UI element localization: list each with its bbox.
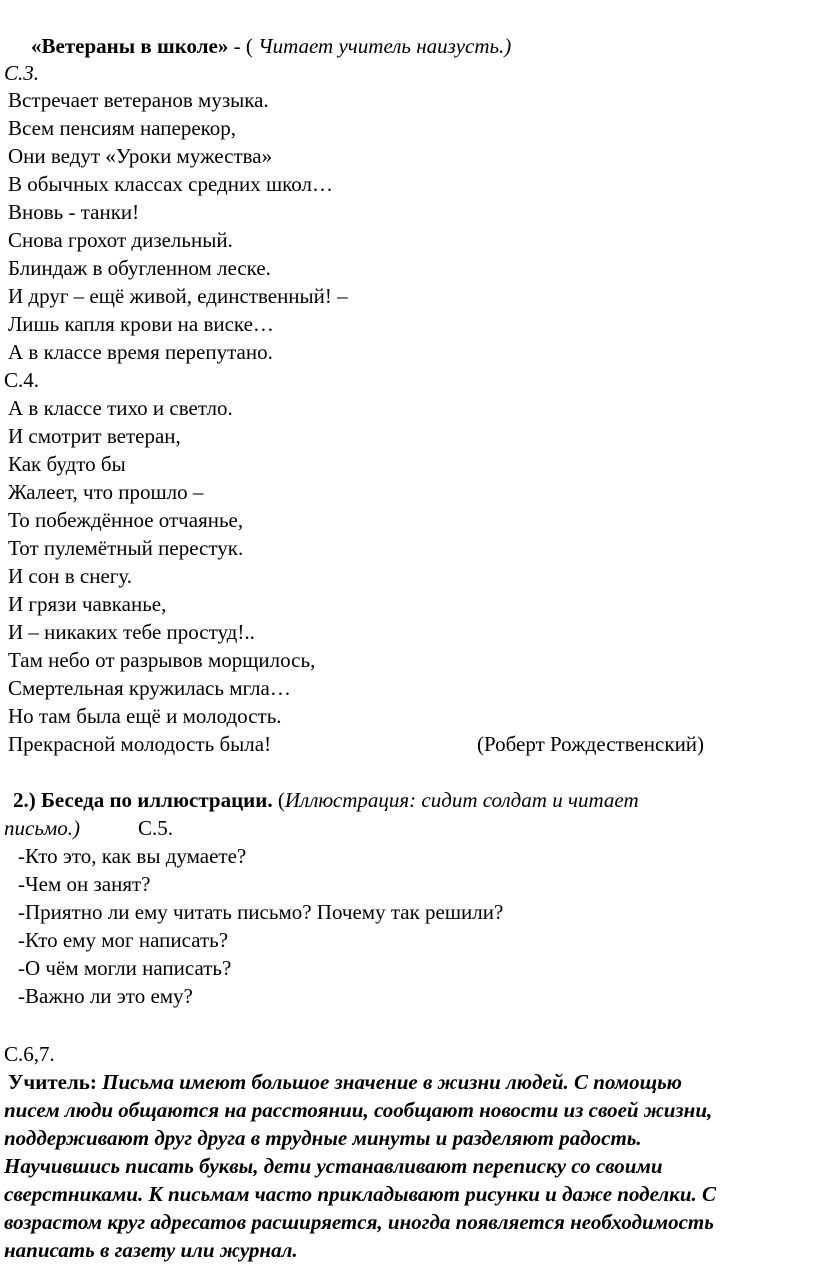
slide-label-5: С.5. [138, 816, 174, 840]
poem-line: Снова грохот дизельный. [8, 228, 233, 252]
poem-line: Всем пенсиям наперекор, [8, 116, 237, 140]
teacher-text: сверстниками. К письмам часто прикладывают рисунки и даже поделки. С [4, 1182, 717, 1206]
poem-line: То побеждённое отчаянье, [8, 508, 244, 532]
poem-line: Там небо от разрывов морщилось, [8, 648, 316, 672]
poem-header [31, 33, 511, 60]
question-item: -Кто это, как вы думаете? [18, 844, 247, 868]
poem-title: «Ветераны в школе» [31, 34, 229, 58]
teacher-text: писем люди общаются на расстоянии, сообщают новости из своей жизни, [4, 1098, 713, 1122]
teacher-text: Письма имеют большое значение в жизни людей. С помощью [96, 1070, 682, 1094]
slide-label-3: С.3. [4, 61, 40, 85]
poem-line: Смертельная кружилась мгла… [8, 676, 291, 700]
poem-line: Лишь капля крови на виске… [8, 312, 274, 336]
discussion-heading-line [13, 787, 639, 814]
poem-line: Тот пулемётный перестук. [8, 536, 244, 560]
illustration-note-line-2 [4, 815, 80, 842]
poem-line: Прекрасной молодость была! [8, 732, 272, 756]
title-separator: - ( [228, 34, 259, 58]
question-item: -Приятно ли ему читать письмо? Почему так решили? [18, 900, 504, 924]
poem-line: А в классе время перепутано. [8, 340, 273, 364]
teacher-line-1 [8, 1069, 682, 1096]
question-item: -Чем он занят? [18, 872, 151, 896]
poem-line: И – никаких тебе простуд!.. [8, 620, 255, 644]
teacher-text: написать в газету или журнал. [4, 1238, 298, 1262]
poem-line: И смотрит ветеран, [8, 424, 181, 448]
poem-line: В обычных классах средних школ… [8, 172, 333, 196]
teacher-text: Научившись писать буквы, дети устанавливают переписку со своими [4, 1154, 663, 1178]
paren-open: ( [272, 788, 285, 812]
slide-label-6-7: С.6,7. [4, 1042, 55, 1066]
poem-line: И друг – ещё живой, единственный! – [8, 284, 348, 308]
poem-line: Встречает ветеранов музыка. [8, 88, 269, 112]
discussion-heading: 2.) Беседа по иллюстрации. [13, 788, 273, 812]
question-item: -Важно ли это ему? [18, 984, 193, 1008]
question-item: -Кто ему мог написать? [18, 928, 229, 952]
poem-line: А в классе тихо и светло. [8, 396, 233, 420]
poem-line: И грязи чавканье, [8, 592, 167, 616]
illustration-note-2: письмо.) [4, 816, 81, 840]
question-item: -О чём могли написать? [18, 956, 232, 980]
illustration-note-1: Иллюстрация: сидит солдат и читает [284, 788, 639, 812]
poem-line: Вновь - танки! [8, 200, 140, 224]
slide-label-4: С.4. [4, 368, 40, 392]
poem-line: Но там была ещё и молодость. [8, 704, 282, 728]
poem-line: И сон в снегу. [8, 564, 133, 588]
speaker-label: Учитель: [8, 1070, 97, 1094]
poem-author: (Роберт Рождественский) [477, 732, 705, 756]
poem-line: Они ведут «Уроки мужества» [8, 144, 273, 168]
teacher-text: поддерживают друг друга в трудные минуты и разделяют радость. [4, 1126, 642, 1150]
poem-line: Жалеет, что прошло – [8, 480, 204, 504]
poem-note: Читает учитель наизусть.) [258, 34, 512, 58]
poem-line: Как будто бы [8, 452, 126, 476]
teacher-text: возрастом круг адресатов расширяется, иногда появляется необходимость [4, 1210, 714, 1234]
poem-line: Блиндаж в обугленном леске. [8, 256, 271, 280]
